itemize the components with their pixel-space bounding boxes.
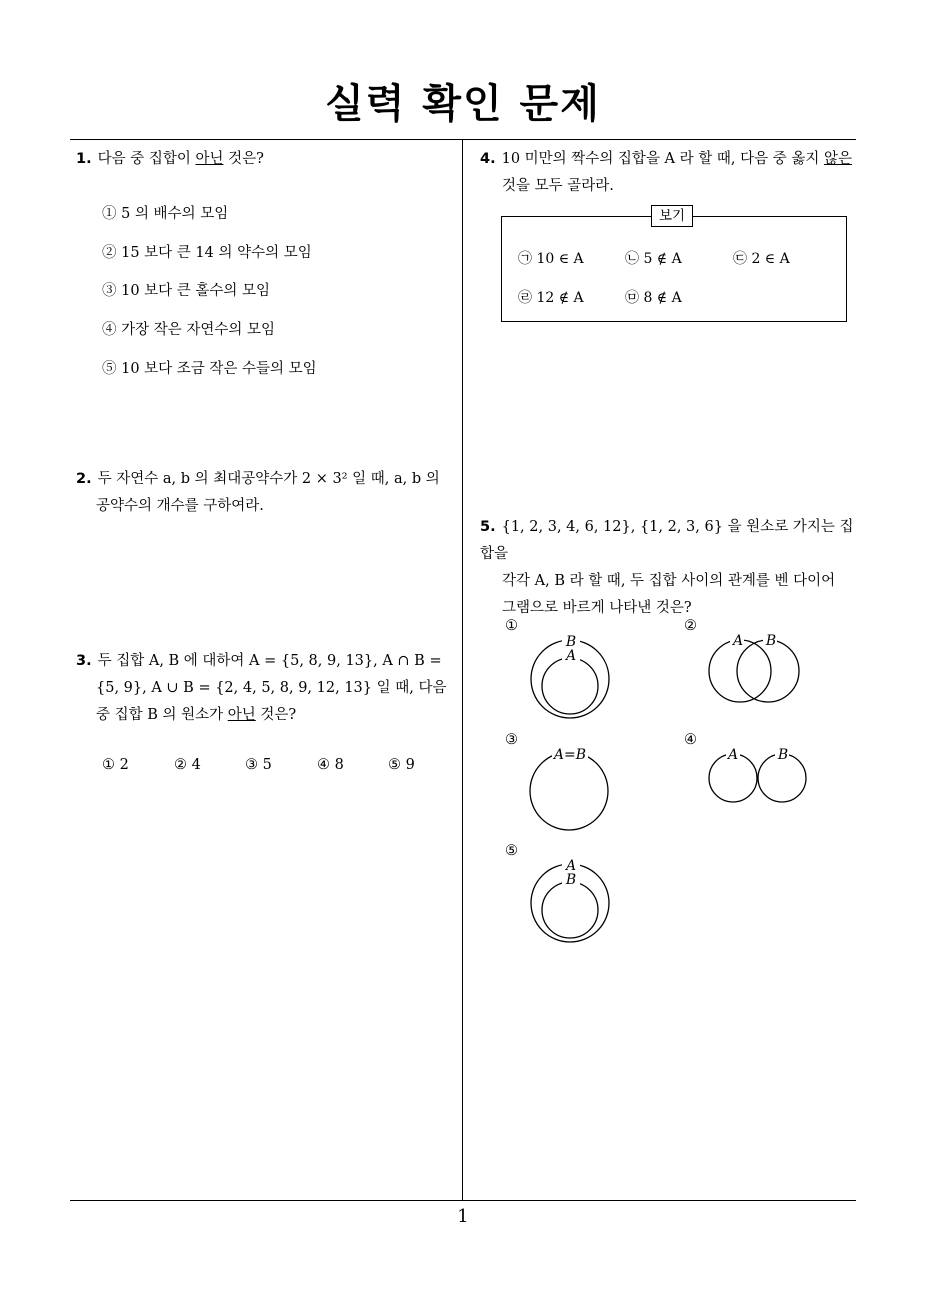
venn-label-equal: A=B bbox=[553, 747, 587, 763]
question-text: 것은? bbox=[255, 707, 297, 723]
question-text: 그램으로 바르게 나타낸 것은? bbox=[502, 600, 692, 616]
choice-4[interactable]: ④ 8 bbox=[317, 757, 344, 773]
venn-option-1-number[interactable]: ① bbox=[505, 618, 518, 634]
venn-option-2-number[interactable]: ② bbox=[684, 618, 697, 634]
venn-option-2[interactable] bbox=[709, 632, 799, 702]
question-text: 두 집합 A, B 에 대하여 A = {5, 8, 9, 13}, A ∩ B = bbox=[97, 653, 442, 669]
venn-label-left: A bbox=[727, 747, 739, 763]
question-number: 2. bbox=[76, 471, 92, 487]
question-number: 1. bbox=[76, 151, 92, 167]
page-title: 실력 확인 문제 bbox=[325, 81, 601, 127]
example-item-3: ㉢ 2 ∈ A bbox=[733, 251, 790, 267]
choice-1[interactable]: ① 5 의 배수의 모임 bbox=[102, 206, 229, 222]
question-text: 두 자연수 a, b 의 최대공약수가 2 × 3² 일 때, a, b 의 bbox=[97, 471, 440, 487]
question-number: 5. bbox=[480, 519, 496, 535]
venn-label-outer: A bbox=[565, 858, 577, 874]
venn-option-5-number[interactable]: ⑤ bbox=[505, 843, 518, 859]
question-text: {1, 2, 3, 4, 6, 12}, {1, 2, 3, 6} 을 원소로 가지는 집합을 bbox=[480, 519, 854, 562]
venn-label-left: A bbox=[732, 633, 744, 649]
example-box-label: 보기 bbox=[651, 205, 693, 227]
example-item-2: ㉡ 5 ∉ A bbox=[625, 251, 682, 267]
venn-circle-inner bbox=[542, 882, 598, 938]
question-number: 3. bbox=[76, 653, 92, 669]
venn-option-3-number[interactable]: ③ bbox=[505, 732, 518, 748]
question-text: 공약수의 개수를 구하여라. bbox=[96, 498, 264, 514]
venn-option-4[interactable] bbox=[709, 746, 806, 802]
venn-circle-inner bbox=[542, 658, 598, 714]
choice-2[interactable]: ② 4 bbox=[174, 757, 201, 773]
choice-3[interactable]: ③ 10 보다 큰 홀수의 모임 bbox=[102, 283, 271, 299]
question-text: 10 미만의 짝수의 집합을 A 라 할 때, 다음 중 옳지 bbox=[501, 151, 824, 167]
example-item-4: ㉣ 12 ∉ A bbox=[518, 290, 584, 306]
venn-circle bbox=[530, 752, 608, 830]
choice-1[interactable]: ① 2 bbox=[102, 757, 129, 773]
example-item-1: ㉠ 10 ∈ A bbox=[518, 251, 584, 267]
venn-label-inner: A bbox=[565, 648, 577, 664]
choice-5[interactable]: ⑤ 10 보다 조금 작은 수들의 모임 bbox=[102, 361, 317, 377]
choice-4[interactable]: ④ 가장 작은 자연수의 모임 bbox=[102, 322, 276, 338]
venn-label-right: B bbox=[765, 633, 777, 649]
venn-label-inner: B bbox=[565, 872, 577, 888]
venn-option-3[interactable] bbox=[530, 746, 608, 830]
venn-label-outer: B bbox=[565, 634, 577, 650]
question-text: {5, 9}, A ∪ B = {2, 4, 5, 8, 9, 12, 13} 일 때, 다음 bbox=[96, 680, 447, 696]
question-text: 다음 중 집합이 bbox=[97, 151, 196, 167]
question-text: 각각 A, B 라 할 때, 두 집합 사이의 관계를 벤 다이어 bbox=[502, 573, 836, 589]
venn-circle-right bbox=[737, 640, 799, 702]
venn-option-5[interactable] bbox=[531, 857, 609, 942]
question-number: 4. bbox=[480, 151, 496, 167]
choice-5[interactable]: ⑤ 9 bbox=[388, 757, 415, 773]
choice-2[interactable]: ② 15 보다 큰 14 의 약수의 모임 bbox=[102, 245, 312, 261]
venn-option-4-number[interactable]: ④ bbox=[684, 732, 697, 748]
venn-label-right: B bbox=[777, 747, 789, 763]
venn-option-1[interactable] bbox=[531, 634, 609, 718]
question-text: 것을 모두 골라라. bbox=[502, 178, 614, 194]
underlined-word: 않은 bbox=[823, 151, 852, 167]
choice-3[interactable]: ③ 5 bbox=[245, 757, 272, 773]
underlined-word: 아닌 bbox=[195, 151, 224, 167]
venn-circle-left bbox=[709, 640, 771, 702]
underlined-word: 아닌 bbox=[227, 707, 256, 723]
example-item-5: ㉤ 8 ∉ A bbox=[625, 290, 682, 306]
question-text: 것은? bbox=[223, 151, 264, 167]
page-number: 1 bbox=[457, 1206, 469, 1227]
question-text: 중 집합 B 의 원소가 bbox=[96, 707, 228, 723]
